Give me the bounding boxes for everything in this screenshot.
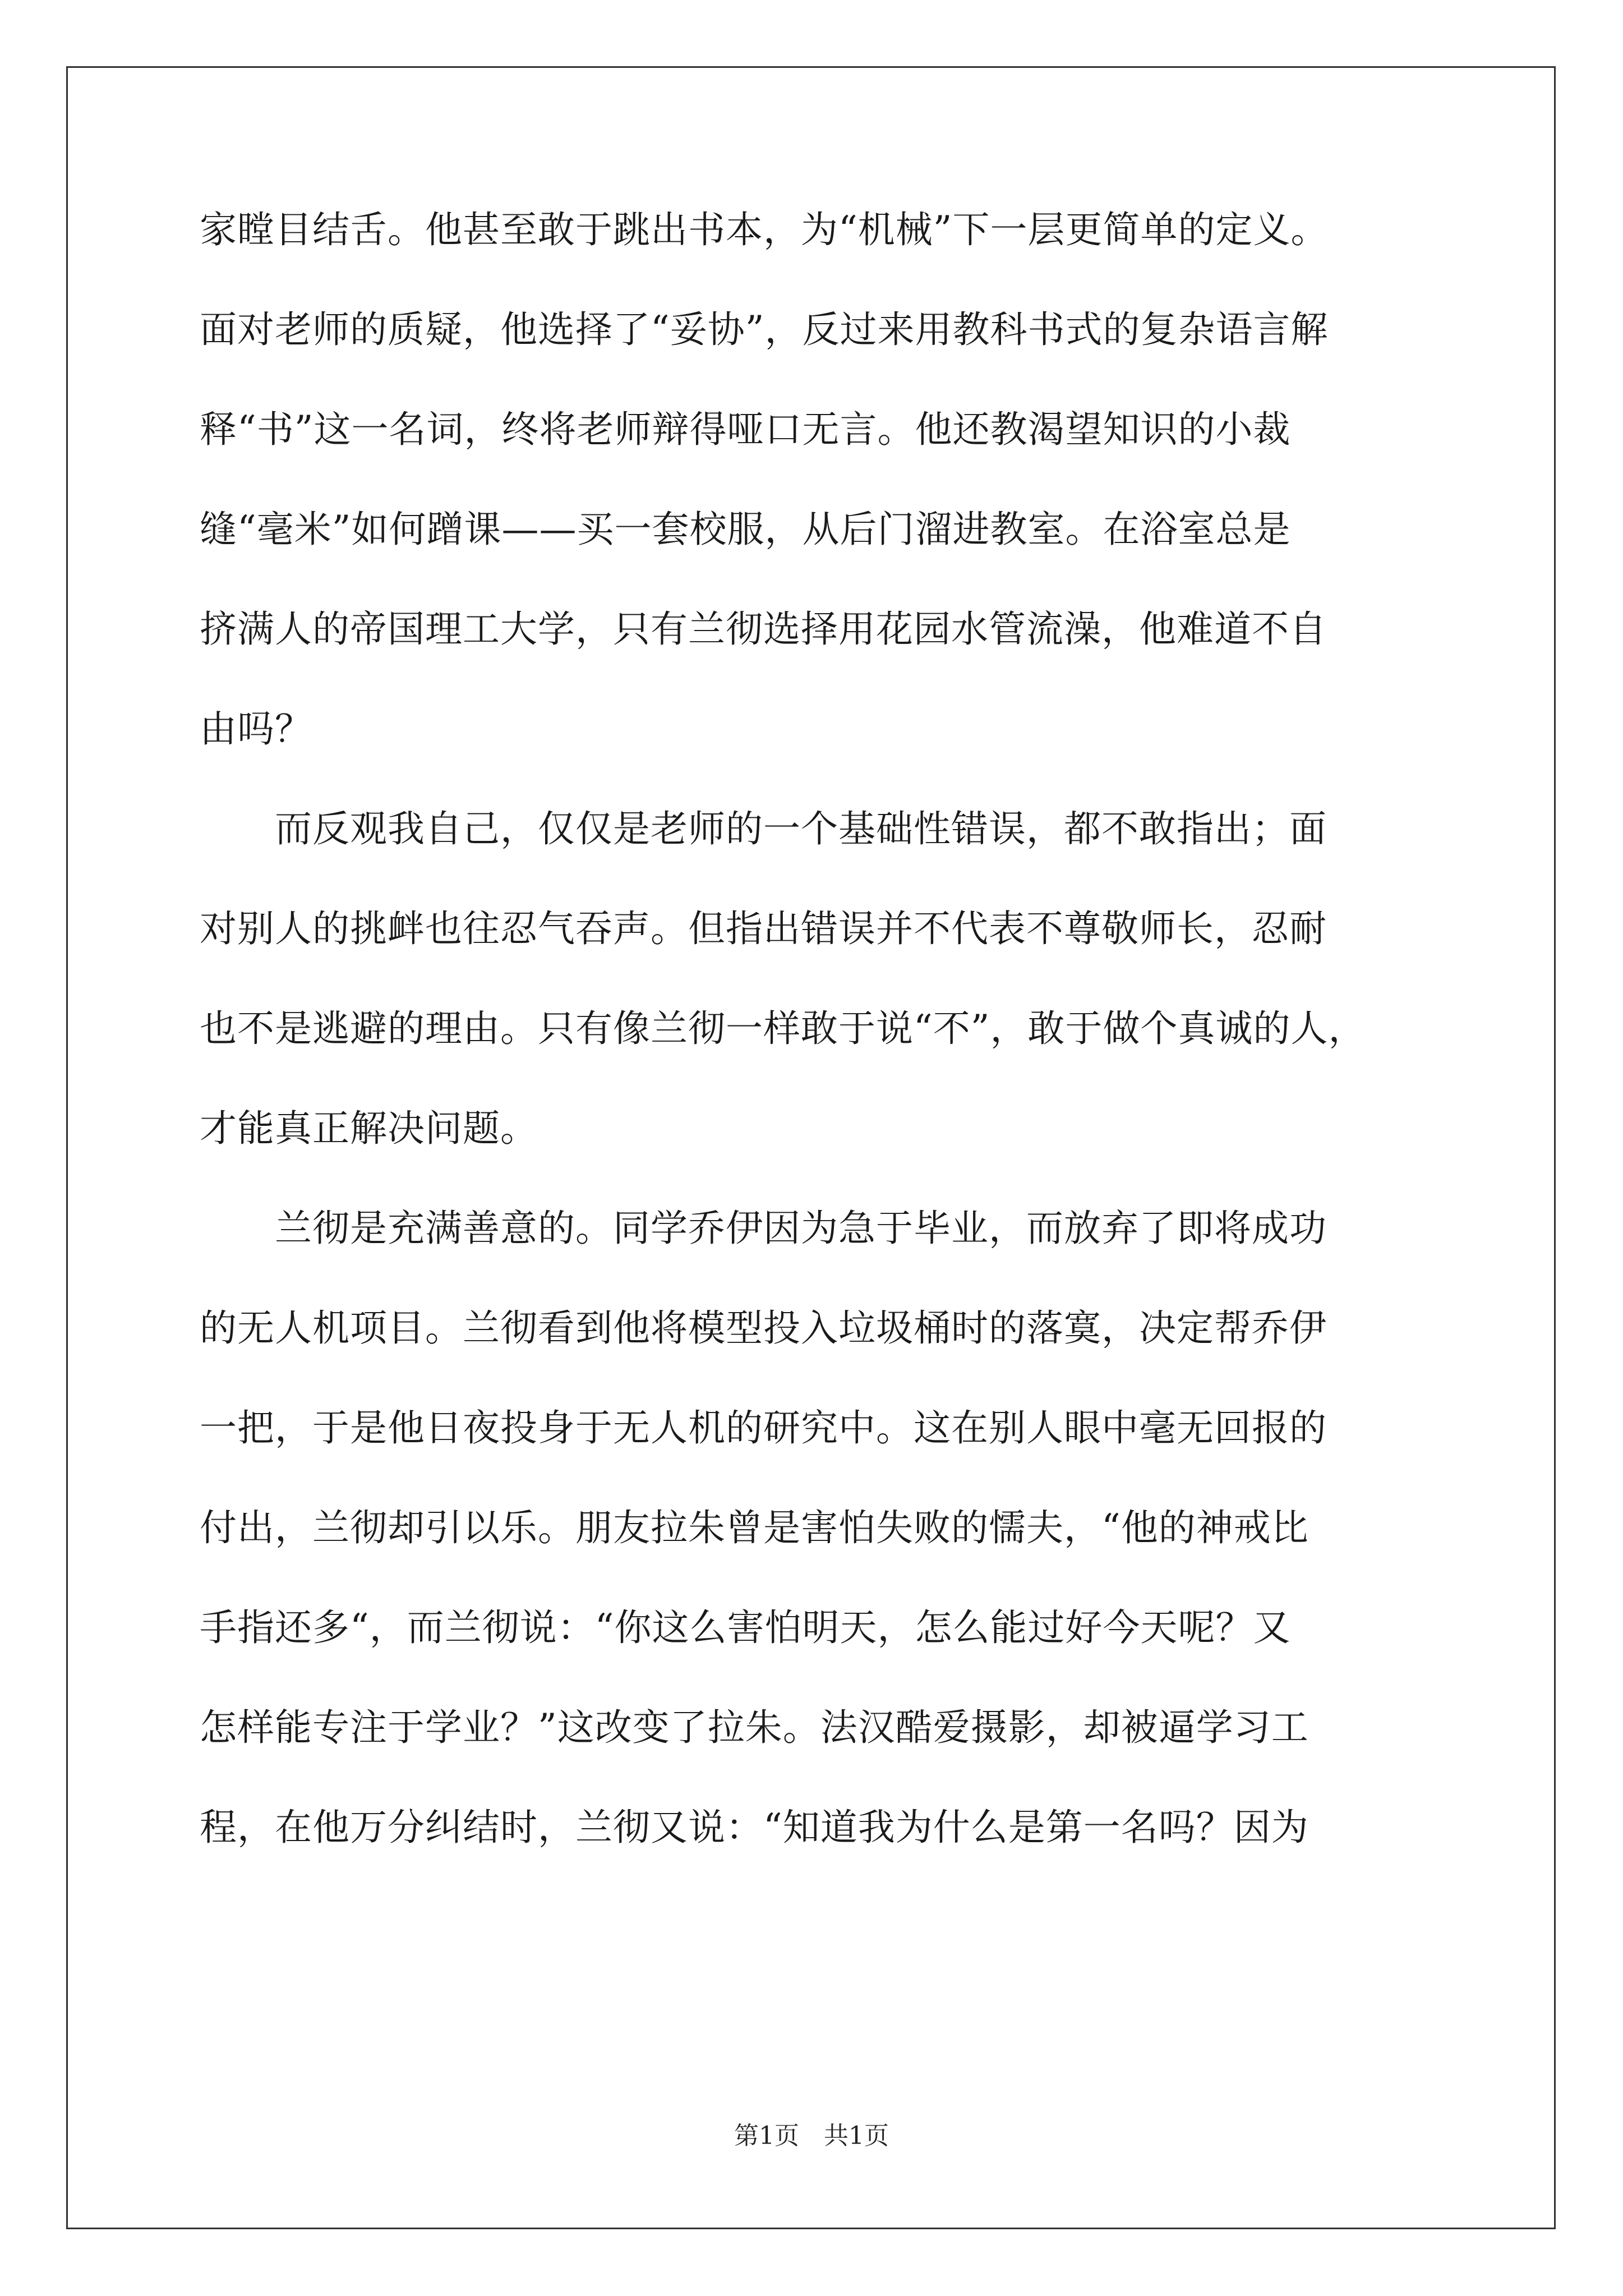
- text-line: 面对老师的质疑，他选择了“妥协”，反过来用教科书式的复杂语言解: [200, 308, 1329, 351]
- text-line: 释“书”这一名词，终将老师辩得哑口无言。他还教渴望知识的小裁: [200, 408, 1291, 451]
- text-line: 手指还多“，而兰彻说：“你这么害怕明天，怎么能过好今天呢？又: [200, 1606, 1291, 1649]
- text-line: 挤满人的帝国理工大学，只有兰彻选择用花园水管流澡，他难道不自: [200, 608, 1327, 651]
- text-line: 也不是逃避的理由。只有像兰彻一样敢于说“不”，敢于做个真诚的人，: [200, 1007, 1366, 1050]
- text-line: 的无人机项目。兰彻看到他将模型投入垃圾桶时的落寞，决定帮乔伊: [200, 1306, 1327, 1350]
- text-line: 由吗？: [200, 707, 312, 751]
- text-line: 兰彻是充满善意的。同学乔伊因为急于毕业，而放弃了即将成功: [200, 1207, 1327, 1250]
- text-line: 才能真正解决问题。: [200, 1107, 538, 1150]
- text-line: 缝“毫米”如何蹭课——买一套校服，从后门溜进教室。在浴室总是: [200, 508, 1291, 551]
- text-line: 而反观我自己，仅仅是老师的一个基础性错误，都不敢指出；面: [200, 807, 1327, 850]
- page-number-footer: 第1页 共1页: [734, 2122, 889, 2150]
- text-line: 怎样能专注于学业？”这改变了拉朱。法汉酷爱摄影，却被逼学习工: [200, 1706, 1309, 1749]
- text-line: 对别人的挑衅也往忍气吞声。但指出错误并不代表不尊敬师长，忍耐: [200, 907, 1327, 950]
- text-line: 家瞠目结舌。他甚至敢于跳出书本，为“机械”下一层更简单的定义。: [200, 208, 1329, 251]
- text-line: 一把，于是他日夜投身于无人机的研究中。这在别人眼中毫无回报的: [200, 1406, 1327, 1450]
- text-line: 程，在他万分纠结时，兰彻又说：“知道我为什么是第一名吗？因为: [200, 1806, 1309, 1849]
- text-line: 付出，兰彻却引以乐。朋友拉朱曾是害怕失败的懦夫，“他的神戒比: [200, 1506, 1309, 1549]
